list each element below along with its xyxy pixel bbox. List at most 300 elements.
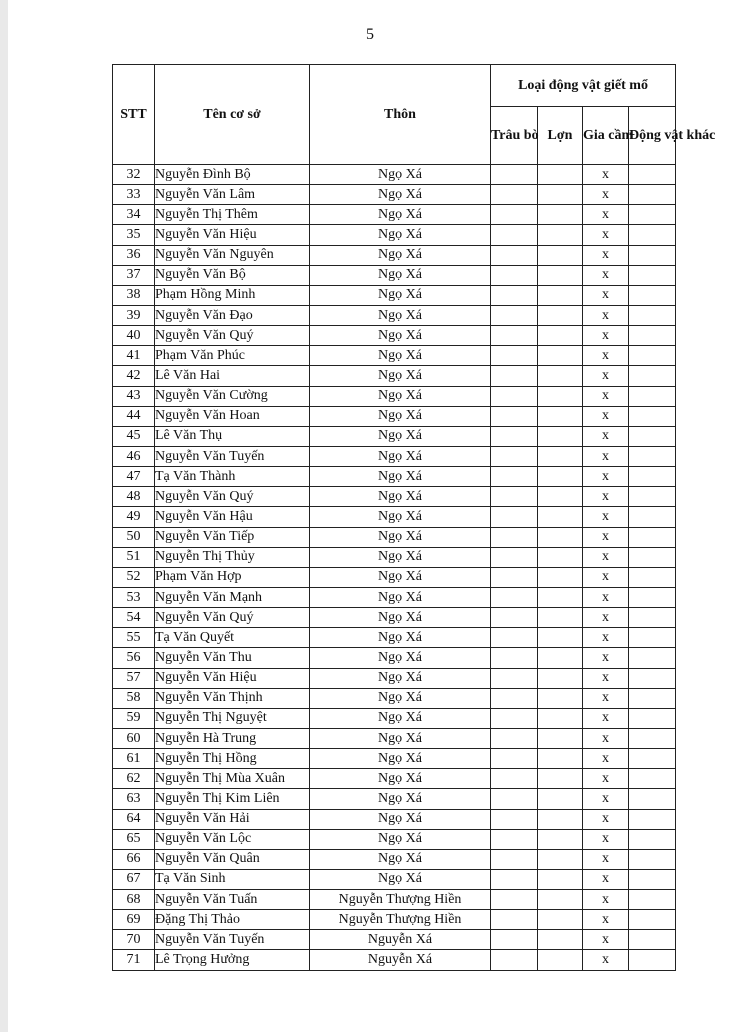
cell-buffalo-cattle — [491, 668, 538, 688]
cell-buffalo-cattle — [491, 386, 538, 406]
cell-village: Ngọ Xá — [310, 728, 491, 748]
table-row — [113, 608, 676, 628]
cell-buffalo-cattle — [491, 346, 538, 366]
table-row — [113, 749, 676, 769]
cell-pig — [538, 386, 583, 406]
cell-pig — [538, 849, 583, 869]
cell-pig — [538, 728, 583, 748]
cell-other-animals — [629, 648, 676, 668]
table-row — [113, 708, 676, 728]
cell-buffalo-cattle — [491, 305, 538, 325]
cell-other-animals — [629, 406, 676, 426]
table-row — [113, 285, 676, 305]
cell-facility-name: Phạm Văn Phúc — [155, 346, 310, 366]
cell-other-animals — [629, 285, 676, 305]
cell-facility-name: Nguyễn Văn Thu — [155, 648, 310, 668]
cell-village: Nguyễn Thượng Hiền — [310, 890, 491, 910]
cell-buffalo-cattle — [491, 265, 538, 285]
cell-poultry: x — [583, 245, 629, 265]
cell-facility-name: Nguyễn Văn Hậu — [155, 507, 310, 527]
cell-village: Ngọ Xá — [310, 446, 491, 466]
cell-poultry: x — [583, 829, 629, 849]
table-row — [113, 487, 676, 507]
cell-facility-name: Nguyễn Hà Trung — [155, 728, 310, 748]
cell-stt: 59 — [113, 708, 155, 728]
cell-buffalo-cattle — [491, 366, 538, 386]
table-row — [113, 165, 676, 185]
cell-pig — [538, 829, 583, 849]
cell-other-animals — [629, 749, 676, 769]
cell-other-animals — [629, 225, 676, 245]
cell-other-animals — [629, 688, 676, 708]
cell-other-animals — [629, 587, 676, 607]
cell-village: Ngọ Xá — [310, 527, 491, 547]
header-other-animals: Động vật khác — [629, 107, 676, 165]
cell-facility-name: Nguyễn Thị Nguyệt — [155, 708, 310, 728]
cell-village: Ngọ Xá — [310, 567, 491, 587]
cell-other-animals — [629, 305, 676, 325]
cell-poultry: x — [583, 165, 629, 185]
cell-village: Nguyễn Xá — [310, 950, 491, 970]
cell-village: Ngọ Xá — [310, 225, 491, 245]
table-row — [113, 305, 676, 325]
cell-village: Nguyễn Xá — [310, 930, 491, 950]
cell-pig — [538, 467, 583, 487]
cell-buffalo-cattle — [491, 829, 538, 849]
cell-buffalo-cattle — [491, 185, 538, 205]
cell-poultry: x — [583, 587, 629, 607]
cell-buffalo-cattle — [491, 849, 538, 869]
cell-village: Ngọ Xá — [310, 285, 491, 305]
cell-pig — [538, 165, 583, 185]
header-facility-name: Tên cơ sở — [155, 65, 310, 165]
cell-other-animals — [629, 890, 676, 910]
table-row — [113, 849, 676, 869]
cell-pig — [538, 185, 583, 205]
cell-poultry: x — [583, 628, 629, 648]
cell-stt: 57 — [113, 668, 155, 688]
cell-facility-name: Nguyễn Văn Lâm — [155, 185, 310, 205]
cell-stt: 37 — [113, 265, 155, 285]
cell-stt: 62 — [113, 769, 155, 789]
table-body — [113, 165, 676, 971]
cell-village: Ngọ Xá — [310, 648, 491, 668]
table-row — [113, 628, 676, 648]
cell-village: Ngọ Xá — [310, 587, 491, 607]
cell-stt: 56 — [113, 648, 155, 668]
cell-buffalo-cattle — [491, 225, 538, 245]
cell-village: Ngọ Xá — [310, 406, 491, 426]
table-row — [113, 809, 676, 829]
cell-pig — [538, 950, 583, 970]
cell-facility-name: Tạ Văn Quyết — [155, 628, 310, 648]
cell-pig — [538, 346, 583, 366]
cell-stt: 67 — [113, 869, 155, 889]
table-row — [113, 406, 676, 426]
cell-pig — [538, 285, 583, 305]
cell-buffalo-cattle — [491, 547, 538, 567]
cell-other-animals — [629, 487, 676, 507]
cell-poultry: x — [583, 305, 629, 325]
header-animal-type-group: Loại động vật giết mổ — [491, 65, 676, 107]
table-row — [113, 467, 676, 487]
cell-pig — [538, 587, 583, 607]
cell-facility-name: Nguyễn Văn Tuấn — [155, 890, 310, 910]
cell-facility-name: Lê Văn Hai — [155, 366, 310, 386]
cell-facility-name: Nguyễn Văn Tiếp — [155, 527, 310, 547]
cell-other-animals — [629, 910, 676, 930]
cell-poultry: x — [583, 185, 629, 205]
cell-pig — [538, 910, 583, 930]
cell-poultry: x — [583, 225, 629, 245]
cell-facility-name: Phạm Văn Hợp — [155, 567, 310, 587]
cell-pig — [538, 869, 583, 889]
cell-stt: 41 — [113, 346, 155, 366]
cell-poultry: x — [583, 668, 629, 688]
cell-buffalo-cattle — [491, 769, 538, 789]
table-row — [113, 567, 676, 587]
cell-pig — [538, 668, 583, 688]
cell-village: Ngọ Xá — [310, 668, 491, 688]
cell-poultry: x — [583, 728, 629, 748]
cell-facility-name: Nguyễn Văn Nguyên — [155, 245, 310, 265]
cell-buffalo-cattle — [491, 527, 538, 547]
cell-buffalo-cattle — [491, 708, 538, 728]
cell-poultry: x — [583, 869, 629, 889]
table-row — [113, 890, 676, 910]
cell-facility-name: Nguyễn Văn Quý — [155, 608, 310, 628]
table-row — [113, 547, 676, 567]
cell-buffalo-cattle — [491, 688, 538, 708]
cell-stt: 32 — [113, 165, 155, 185]
cell-buffalo-cattle — [491, 285, 538, 305]
cell-buffalo-cattle — [491, 165, 538, 185]
cell-facility-name: Nguyễn Thị Thêm — [155, 205, 310, 225]
cell-poultry: x — [583, 326, 629, 346]
cell-poultry: x — [583, 205, 629, 225]
cell-poultry: x — [583, 386, 629, 406]
cell-stt: 43 — [113, 386, 155, 406]
cell-buffalo-cattle — [491, 205, 538, 225]
cell-other-animals — [629, 507, 676, 527]
cell-village: Ngọ Xá — [310, 608, 491, 628]
cell-stt: 60 — [113, 728, 155, 748]
cell-facility-name: Phạm Hồng Minh — [155, 285, 310, 305]
cell-poultry: x — [583, 366, 629, 386]
cell-pig — [538, 406, 583, 426]
cell-buffalo-cattle — [491, 950, 538, 970]
page-edge-shadow — [0, 0, 8, 1032]
table-row — [113, 829, 676, 849]
cell-stt: 71 — [113, 950, 155, 970]
cell-poultry: x — [583, 688, 629, 708]
cell-pig — [538, 426, 583, 446]
cell-village: Ngọ Xá — [310, 547, 491, 567]
cell-village: Ngọ Xá — [310, 789, 491, 809]
cell-poultry: x — [583, 890, 629, 910]
cell-other-animals — [629, 265, 676, 285]
cell-poultry: x — [583, 648, 629, 668]
table-row — [113, 930, 676, 950]
cell-poultry: x — [583, 789, 629, 809]
cell-facility-name: Nguyễn Văn Hoan — [155, 406, 310, 426]
cell-poultry: x — [583, 769, 629, 789]
cell-pig — [538, 487, 583, 507]
cell-pig — [538, 809, 583, 829]
cell-facility-name: Nguyễn Văn Tuyến — [155, 930, 310, 950]
cell-facility-name: Nguyễn Thị Thủy — [155, 547, 310, 567]
cell-poultry: x — [583, 950, 629, 970]
cell-other-animals — [629, 446, 676, 466]
table-row — [113, 910, 676, 930]
table-row — [113, 326, 676, 346]
cell-stt: 55 — [113, 628, 155, 648]
cell-buffalo-cattle — [491, 507, 538, 527]
cell-poultry: x — [583, 547, 629, 567]
cell-stt: 68 — [113, 890, 155, 910]
cell-buffalo-cattle — [491, 487, 538, 507]
cell-other-animals — [629, 547, 676, 567]
cell-other-animals — [629, 849, 676, 869]
cell-village: Ngọ Xá — [310, 809, 491, 829]
cell-other-animals — [629, 829, 676, 849]
cell-buffalo-cattle — [491, 789, 538, 809]
cell-other-animals — [629, 165, 676, 185]
cell-facility-name: Nguyễn Văn Hiệu — [155, 225, 310, 245]
cell-village: Ngọ Xá — [310, 869, 491, 889]
cell-facility-name: Lê Văn Thụ — [155, 426, 310, 446]
cell-other-animals — [629, 930, 676, 950]
cell-stt: 36 — [113, 245, 155, 265]
cell-stt: 33 — [113, 185, 155, 205]
cell-other-animals — [629, 527, 676, 547]
cell-stt: 50 — [113, 527, 155, 547]
cell-village: Ngọ Xá — [310, 688, 491, 708]
cell-buffalo-cattle — [491, 930, 538, 950]
cell-poultry: x — [583, 265, 629, 285]
cell-facility-name: Nguyễn Văn Mạnh — [155, 587, 310, 607]
cell-village: Ngọ Xá — [310, 849, 491, 869]
cell-other-animals — [629, 668, 676, 688]
cell-pig — [538, 547, 583, 567]
cell-stt: 34 — [113, 205, 155, 225]
cell-pig — [538, 648, 583, 668]
cell-other-animals — [629, 809, 676, 829]
cell-stt: 69 — [113, 910, 155, 930]
table-row — [113, 245, 676, 265]
cell-poultry: x — [583, 809, 629, 829]
cell-village: Ngọ Xá — [310, 205, 491, 225]
table-row — [113, 688, 676, 708]
cell-village: Ngọ Xá — [310, 426, 491, 446]
cell-village: Ngọ Xá — [310, 708, 491, 728]
cell-pig — [538, 608, 583, 628]
cell-poultry: x — [583, 608, 629, 628]
cell-buffalo-cattle — [491, 245, 538, 265]
cell-buffalo-cattle — [491, 608, 538, 628]
cell-stt: 40 — [113, 326, 155, 346]
cell-village: Ngọ Xá — [310, 829, 491, 849]
cell-poultry: x — [583, 567, 629, 587]
cell-poultry: x — [583, 467, 629, 487]
cell-other-animals — [629, 628, 676, 648]
cell-pig — [538, 326, 583, 346]
page-number: 5 — [366, 26, 374, 43]
cell-stt: 58 — [113, 688, 155, 708]
table-row — [113, 366, 676, 386]
cell-buffalo-cattle — [491, 809, 538, 829]
cell-poultry: x — [583, 346, 629, 366]
table-row — [113, 265, 676, 285]
cell-pig — [538, 769, 583, 789]
cell-stt: 66 — [113, 849, 155, 869]
cell-other-animals — [629, 386, 676, 406]
cell-poultry: x — [583, 426, 629, 446]
cell-poultry: x — [583, 910, 629, 930]
cell-pig — [538, 930, 583, 950]
cell-pig — [538, 688, 583, 708]
table-row — [113, 426, 676, 446]
cell-other-animals — [629, 769, 676, 789]
cell-pig — [538, 628, 583, 648]
cell-facility-name: Nguyễn Văn Hiệu — [155, 668, 310, 688]
cell-poultry: x — [583, 930, 629, 950]
cell-facility-name: Nguyễn Văn Cường — [155, 386, 310, 406]
cell-pig — [538, 789, 583, 809]
cell-village: Ngọ Xá — [310, 487, 491, 507]
cell-facility-name: Nguyễn Văn Lộc — [155, 829, 310, 849]
cell-village: Ngọ Xá — [310, 305, 491, 325]
cell-village: Ngọ Xá — [310, 386, 491, 406]
cell-other-animals — [629, 426, 676, 446]
cell-facility-name: Nguyễn Văn Thịnh — [155, 688, 310, 708]
table-row — [113, 507, 676, 527]
cell-pig — [538, 225, 583, 245]
cell-other-animals — [629, 185, 676, 205]
cell-village: Ngọ Xá — [310, 265, 491, 285]
cell-stt: 49 — [113, 507, 155, 527]
header-pig: Lợn — [538, 107, 583, 165]
header-poultry: Gia cầm — [583, 107, 629, 165]
cell-facility-name: Nguyễn Thị Mùa Xuân — [155, 769, 310, 789]
cell-stt: 54 — [113, 608, 155, 628]
table-row — [113, 587, 676, 607]
cell-facility-name: Nguyễn Thị Kim Liên — [155, 789, 310, 809]
cell-pig — [538, 245, 583, 265]
cell-other-animals — [629, 346, 676, 366]
cell-facility-name: Tạ Văn Thành — [155, 467, 310, 487]
cell-stt: 48 — [113, 487, 155, 507]
cell-other-animals — [629, 728, 676, 748]
cell-other-animals — [629, 708, 676, 728]
cell-stt: 63 — [113, 789, 155, 809]
cell-other-animals — [629, 950, 676, 970]
cell-village: Ngọ Xá — [310, 769, 491, 789]
cell-stt: 38 — [113, 285, 155, 305]
cell-facility-name: Nguyễn Thị Hồng — [155, 749, 310, 769]
cell-pig — [538, 265, 583, 285]
cell-other-animals — [629, 789, 676, 809]
cell-facility-name: Nguyễn Văn Quân — [155, 849, 310, 869]
table-row — [113, 869, 676, 889]
cell-other-animals — [629, 869, 676, 889]
cell-other-animals — [629, 326, 676, 346]
cell-facility-name: Lê Trọng Hưởng — [155, 950, 310, 970]
table-row — [113, 668, 676, 688]
header-buffalo-cattle: Trâu bò — [491, 107, 538, 165]
cell-buffalo-cattle — [491, 648, 538, 668]
table-row — [113, 648, 676, 668]
cell-pig — [538, 507, 583, 527]
cell-other-animals — [629, 567, 676, 587]
table-row — [113, 769, 676, 789]
cell-village: Nguyễn Thượng Hiền — [310, 910, 491, 930]
cell-facility-name: Tạ Văn Sinh — [155, 869, 310, 889]
cell-pig — [538, 305, 583, 325]
cell-facility-name: Nguyễn Văn Bộ — [155, 265, 310, 285]
cell-buffalo-cattle — [491, 587, 538, 607]
cell-pig — [538, 366, 583, 386]
cell-poultry: x — [583, 406, 629, 426]
cell-stt: 53 — [113, 587, 155, 607]
cell-other-animals — [629, 467, 676, 487]
table-row — [113, 728, 676, 748]
table-row — [113, 346, 676, 366]
cell-facility-name: Nguyễn Đình Bộ — [155, 165, 310, 185]
cell-stt: 44 — [113, 406, 155, 426]
cell-poultry: x — [583, 446, 629, 466]
table-row — [113, 789, 676, 809]
cell-facility-name: Nguyễn Văn Quý — [155, 326, 310, 346]
table-row — [113, 205, 676, 225]
cell-village: Ngọ Xá — [310, 326, 491, 346]
cell-stt: 39 — [113, 305, 155, 325]
cell-village: Ngọ Xá — [310, 245, 491, 265]
header-village: Thôn — [310, 65, 491, 165]
cell-facility-name: Đặng Thị Thảo — [155, 910, 310, 930]
cell-stt: 51 — [113, 547, 155, 567]
cell-buffalo-cattle — [491, 869, 538, 889]
cell-stt: 64 — [113, 809, 155, 829]
table-row — [113, 446, 676, 466]
cell-poultry: x — [583, 849, 629, 869]
table-header — [113, 65, 716, 165]
cell-village: Ngọ Xá — [310, 749, 491, 769]
cell-stt: 35 — [113, 225, 155, 245]
cell-stt: 52 — [113, 567, 155, 587]
cell-pig — [538, 567, 583, 587]
cell-poultry: x — [583, 527, 629, 547]
slaughter-facility-table — [112, 64, 716, 971]
cell-buffalo-cattle — [491, 467, 538, 487]
cell-stt: 45 — [113, 426, 155, 446]
cell-other-animals — [629, 608, 676, 628]
cell-pig — [538, 527, 583, 547]
cell-village: Ngọ Xá — [310, 507, 491, 527]
cell-pig — [538, 749, 583, 769]
cell-poultry: x — [583, 708, 629, 728]
cell-facility-name: Nguyễn Văn Đạo — [155, 305, 310, 325]
cell-poultry: x — [583, 487, 629, 507]
table-row — [113, 527, 676, 547]
cell-facility-name: Nguyễn Văn Hải — [155, 809, 310, 829]
cell-facility-name: Nguyễn Văn Quý — [155, 487, 310, 507]
cell-village: Ngọ Xá — [310, 467, 491, 487]
cell-buffalo-cattle — [491, 890, 538, 910]
header-stt: STT — [113, 65, 155, 165]
cell-buffalo-cattle — [491, 426, 538, 446]
cell-poultry: x — [583, 749, 629, 769]
